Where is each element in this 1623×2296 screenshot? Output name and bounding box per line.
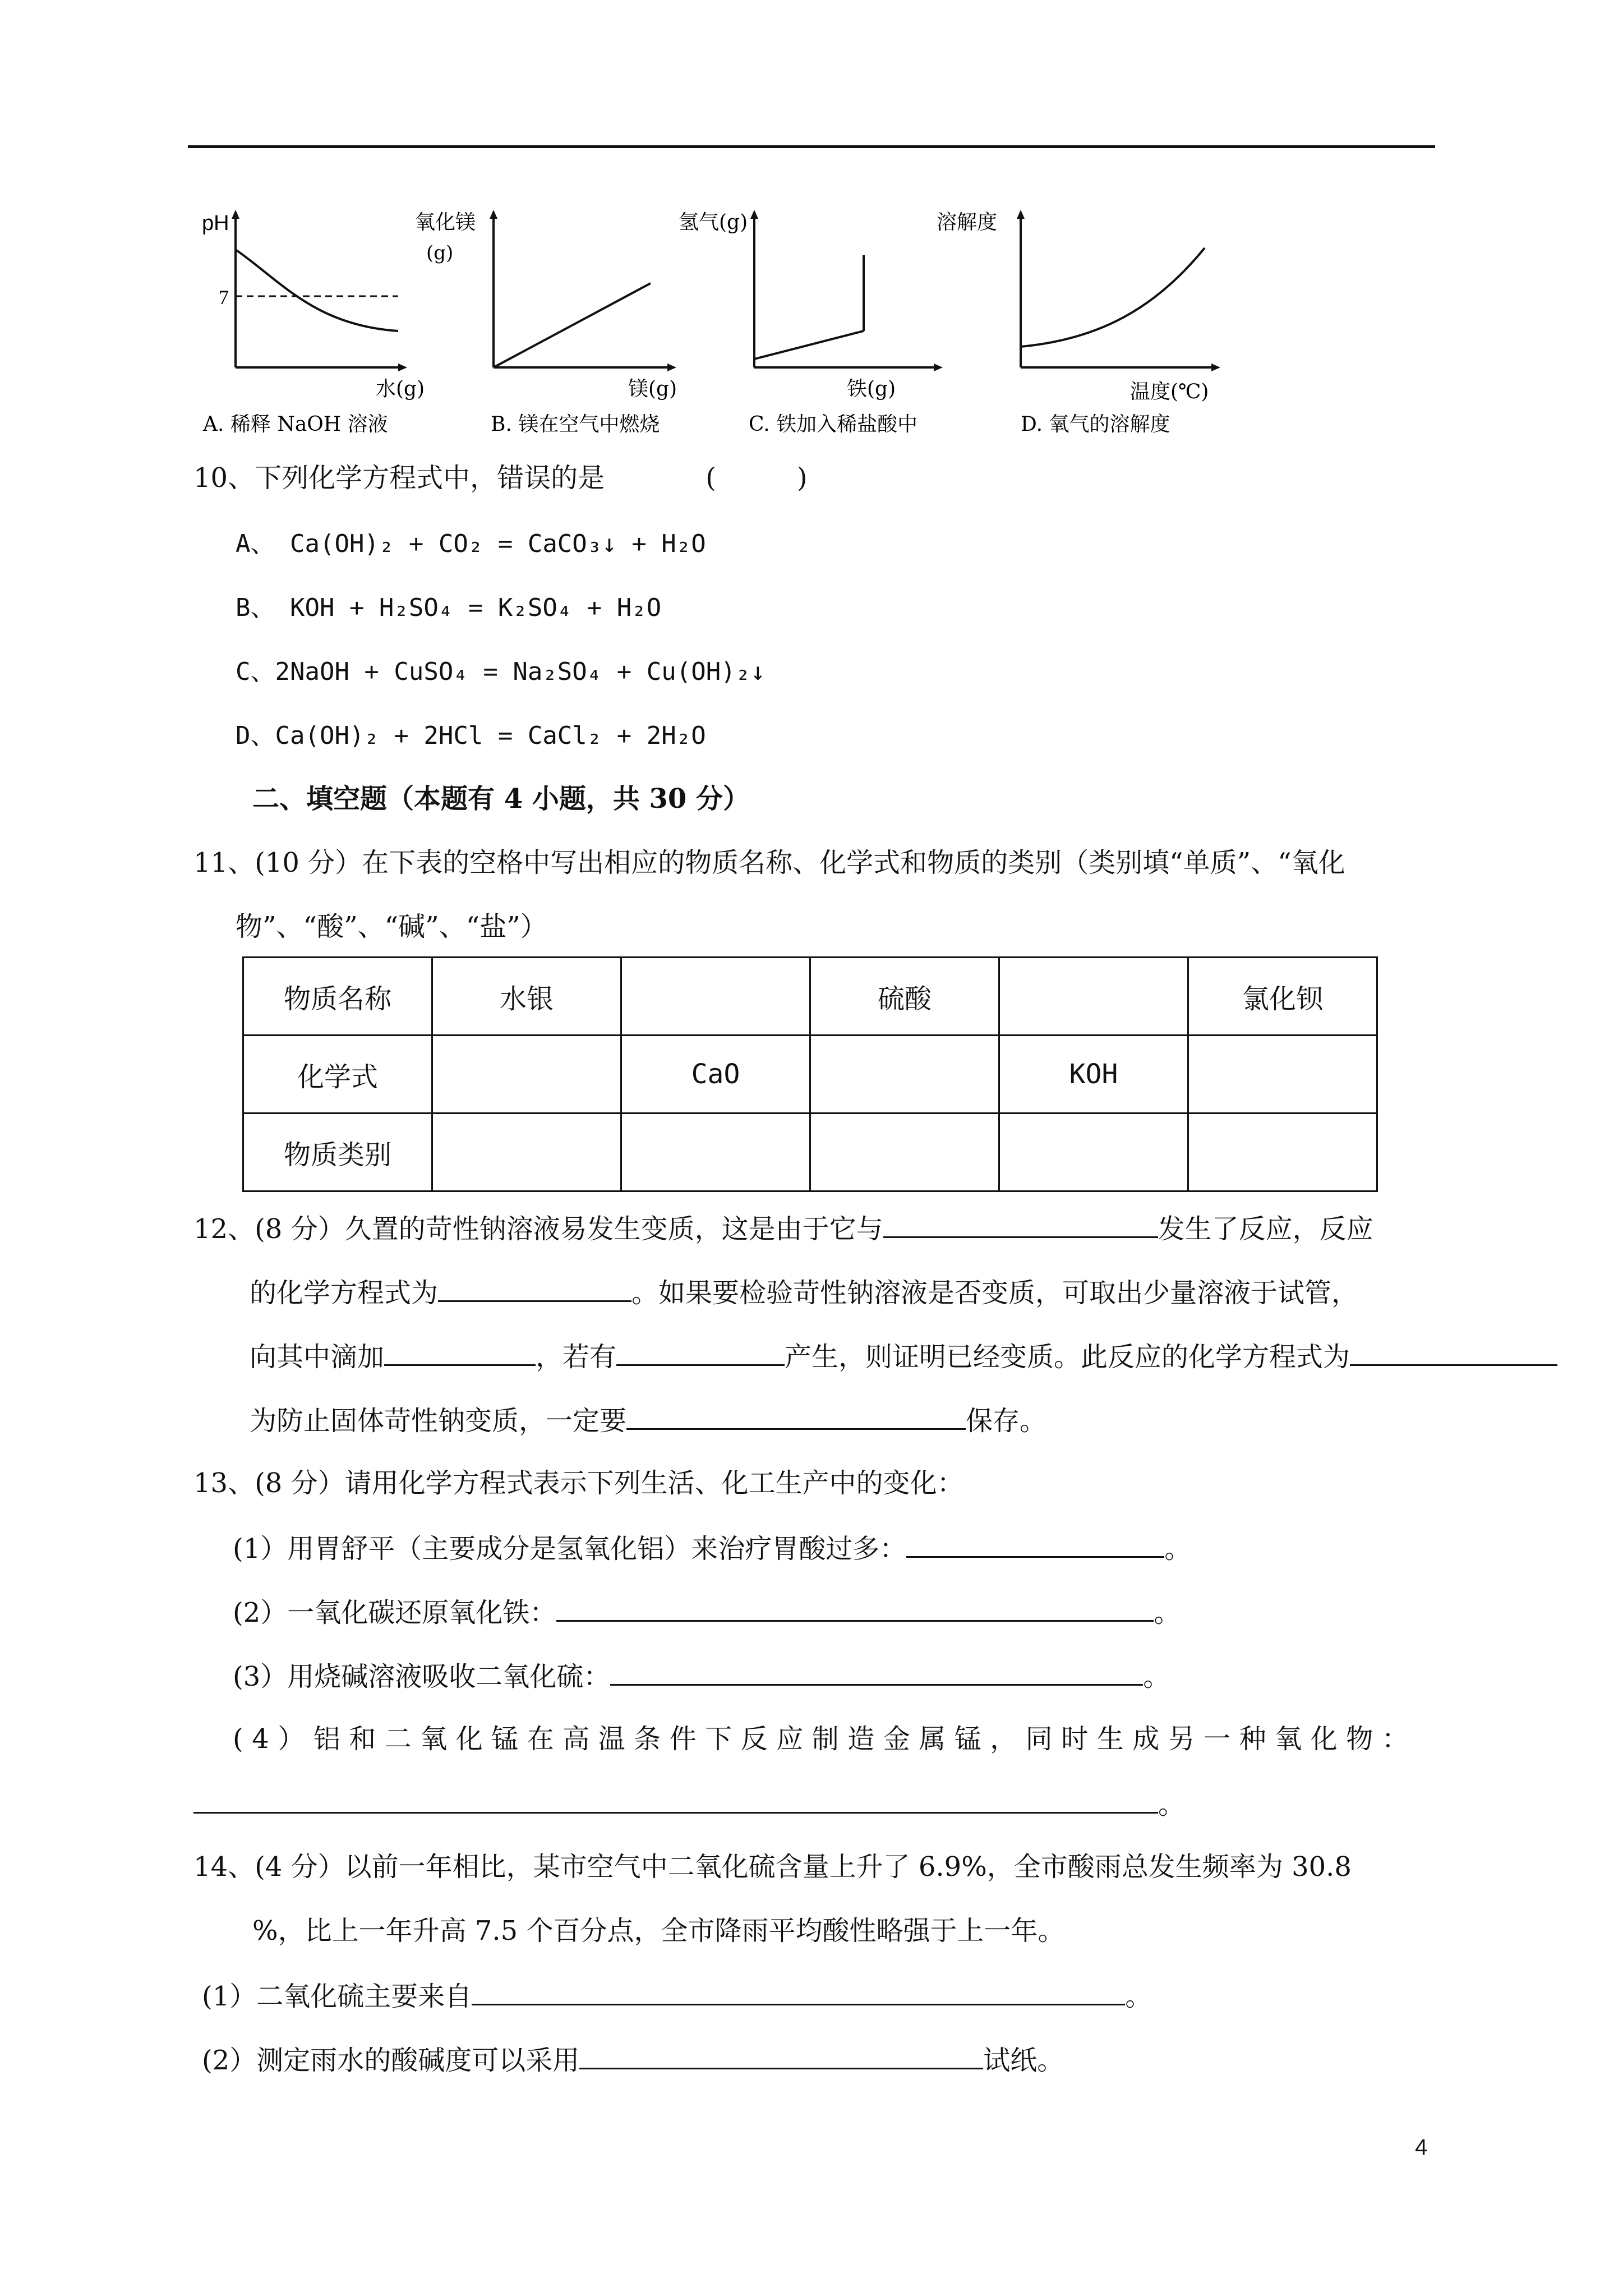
answer-blank[interactable] (906, 1530, 1164, 1558)
q10-option-a: A、 Ca(OH)₂ + CO₂ = CaCO₃↓ + H₂O (236, 530, 706, 558)
graph-a-ylabel: pH (202, 211, 229, 235)
table-cell[interactable] (999, 1114, 1188, 1191)
graph-b-xlabel: 镁(g) (628, 378, 677, 401)
table-cell: 物质名称 (243, 958, 432, 1036)
table-row (243, 1036, 1377, 1114)
graph-a-xlabel: 水(g) (376, 378, 425, 401)
graph-d (937, 196, 1234, 443)
q10-option-d: D、Ca(OH)₂ + 2HCl = CaCl₂ + 2H₂O (236, 721, 706, 750)
section-2-heading: 二、填空题（本题有 4 小题，共 30 分） (252, 783, 750, 815)
page-number: 4 (1415, 2135, 1428, 2160)
graph-a-caption: A. 稀释 NaOH 溶液 (203, 413, 388, 436)
q13-stem: 13、(8 分）请用化学方程式表示下列生活、化工生产中的变化： (193, 1467, 964, 1499)
q10-stem: 10、下列化学方程式中，错误的是 ( ) (193, 462, 808, 494)
q13-sub1: (1）用胃舒平（主要成分是氢氧化铝）来治疗胃酸过多： 。 (233, 1530, 1191, 1566)
graph-d-caption: D. 氧气的溶解度 (1021, 413, 1170, 436)
table-cell: 氯化钡 (1188, 958, 1377, 1036)
q11-line2: 物”、“酸”、“碱”、“盐”） (236, 911, 547, 942)
header-rule (188, 145, 1435, 148)
answer-blank[interactable] (1350, 1338, 1557, 1366)
q12-line3: 向其中滴加 ，若有 产生，则证明已经变质。此反应的化学方程式为 (250, 1338, 1557, 1374)
answer-blank[interactable] (556, 1594, 1154, 1622)
table-cell[interactable] (1188, 1036, 1377, 1114)
q12-line4: 为防止固体苛性钠变质，一定要 保存。 (250, 1402, 1046, 1438)
graph-a-tick: 7 (219, 286, 229, 309)
table-cell: 硫酸 (810, 958, 999, 1036)
answer-blank[interactable] (610, 1658, 1143, 1686)
answer-blank[interactable] (616, 1338, 785, 1366)
q13-sub4: (4）铝和二氧化锰在高温条件下反应制造金属锰，同时生成另一种氧化物： (233, 1723, 1418, 1755)
q12-line2: 的化学方程式为 。如果要检验苛性钠溶液是否变质，可取出少量溶液于试管， (250, 1274, 1358, 1310)
table-cell[interactable] (621, 1114, 810, 1191)
graph-c-xlabel: 铁(g) (847, 378, 896, 401)
answer-blank[interactable] (472, 1978, 1125, 2005)
graph-b-caption: B. 镁在空气中燃烧 (491, 413, 660, 436)
table-row (243, 1114, 1377, 1191)
table-cell[interactable] (999, 958, 1188, 1036)
graph-a (196, 196, 425, 443)
table-cell[interactable] (1188, 1114, 1377, 1191)
table-cell: 水银 (432, 958, 621, 1036)
graph-c-caption: C. 铁加入稀盐酸中 (749, 413, 918, 436)
q10-answer-paren: ( ) (706, 462, 808, 494)
graph-b (415, 196, 690, 443)
q14-line2: %，比上一年升高 7.5 个百分点，全市降雨平均酸性略强于上一年。 (252, 1915, 1065, 1947)
graph-b-ylabel: 氧化镁 (415, 211, 476, 234)
table-cell: 物质类别 (243, 1114, 432, 1191)
q13-sub4-answer: 。 (193, 1786, 1185, 1821)
q13-sub2: (2）一氧化碳还原氧化铁： 。 (233, 1594, 1181, 1630)
table-cell: 化学式 (243, 1036, 432, 1114)
table-cell[interactable] (810, 1114, 999, 1191)
q13-sub3: (3）用烧碱溶液吸收二氧化硫： 。 (233, 1658, 1170, 1694)
graph-d-xlabel: 温度(℃) (1130, 380, 1209, 403)
graph-b-yunit: (g) (426, 242, 454, 264)
answer-blank[interactable] (384, 1338, 536, 1366)
table-cell: KOH (999, 1036, 1188, 1114)
q14-sub1: (1）二氧化硫主要来自 。 (202, 1978, 1152, 2013)
graph-c (679, 196, 956, 443)
table-cell[interactable] (432, 1114, 621, 1191)
answer-blank[interactable] (438, 1274, 631, 1302)
answer-blank[interactable] (579, 2042, 983, 2069)
substance-table (242, 956, 1378, 1192)
graph-d-ylabel: 溶解度 (937, 211, 998, 234)
q10-option-b: B、 KOH + H₂SO₄ = K₂SO₄ + H₂O (236, 593, 662, 622)
table-cell[interactable] (621, 958, 810, 1036)
q12-line1: 12、(8 分）久置的苛性钠溶液易发生变质，这是由于它与 发生了反应，反应 (193, 1211, 1373, 1246)
table-cell: CaO (621, 1036, 810, 1114)
table-row (243, 958, 1377, 1036)
graph-c-ylabel: 氢气(g) (679, 211, 748, 234)
q10-option-c: C、2NaOH + CuSO₄ = Na₂SO₄ + Cu(OH)₂↓ (236, 657, 766, 686)
table-cell[interactable] (432, 1036, 621, 1114)
answer-blank[interactable] (626, 1402, 966, 1430)
q11-line1: 11、(10 分）在下表的空格中写出相应的物质名称、化学式和物质的类别（类别填“单质”、“氧化 (193, 847, 1345, 878)
q14-sub2: (2）测定雨水的酸碱度可以采用 试纸。 (202, 2042, 1064, 2077)
answer-blank[interactable] (193, 1786, 1158, 1814)
q14-line1: 14、(4 分）以前一年相比，某市空气中二氧化硫含量上升了 6.9%，全市酸雨总发生频率为 30.8 (193, 1851, 1352, 1883)
table-cell[interactable] (810, 1036, 999, 1114)
answer-blank[interactable] (883, 1211, 1158, 1238)
